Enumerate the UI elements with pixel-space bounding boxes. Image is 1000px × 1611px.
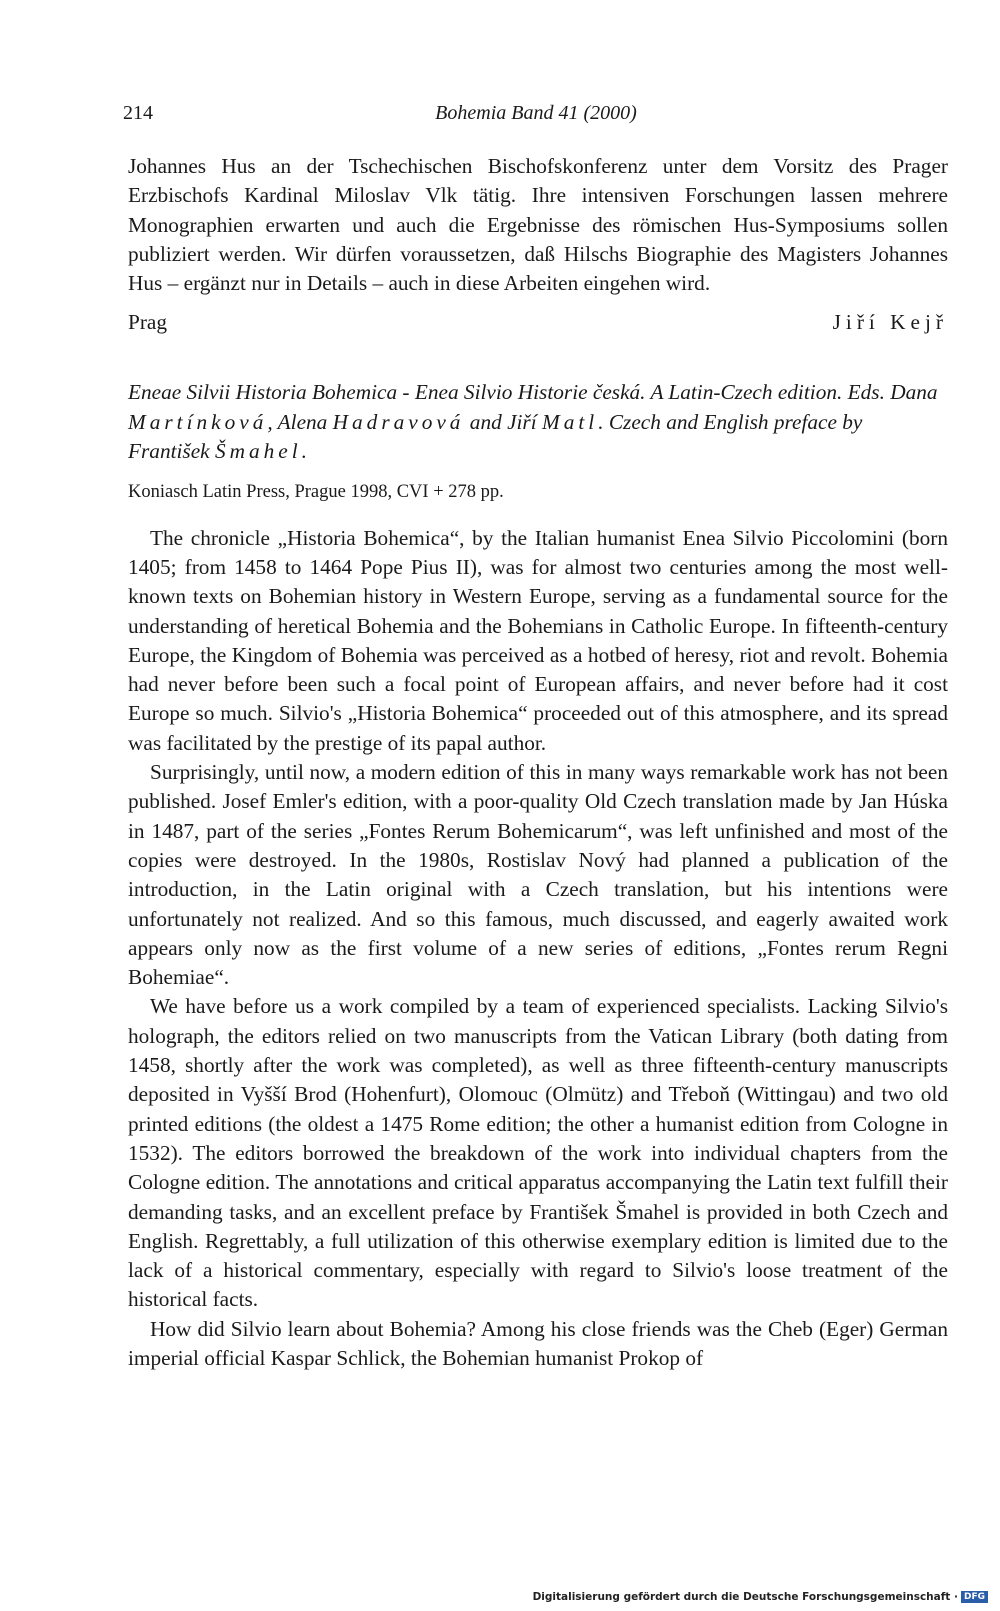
title-separator: and Jiří (464, 409, 542, 434)
review-paragraph: We have before us a work compiled by a team of experienced specialists. Lacking Silvio's holograph, the editors relied on two manuscripts from the Vatican Library (both dating from 1458, shortly after the work was completed), as well as three fifteenth-century manuscripts deposited in Vyšší Brod (Hohenfurt), Olomouc (Olmütz) and Třeboň (Wittingau) and two old printed editions (the oldest a 1475 Rome edition; the other a humanist edition from Cologne in 1532). The editors borrowed the breakdown of the work into individual chapters from the Cologne edition. The annotations and critical apparatus accompanying the Latin text fulfill their demanding tasks, and an excellent preface by František Šmahel is provided in both Czech and English. Regrettably, a full utilization of this otherwise exemplary edition is limited due to the lack of a historical commentary, especially with regard to Silvio's loose treatment of the historical facts. (128, 994, 948, 1312)
title-separator: , Alena (267, 409, 333, 434)
review-place: Prag (128, 310, 168, 335)
editor-name: Martínková (128, 409, 268, 434)
title-part: Eneae Silvii Historia Bohemica - Enea Silvio Historie česká. A Latin-Czech edition. Eds. Dana (128, 380, 938, 405)
review-signature (128, 308, 948, 338)
previous-review-ending: Johannes Hus an der Tschechischen Bischofskonferenz unter dem Vorsitz des Prager Erzbischofs Kardinal Miloslav Vlk tätig. Ihre intensiven Forschungen lassen mehrere Monographien erwarten und auch die Ergebnisse des römischen Hus-Symposiums sollen publiziert werden. Wir dürfen voraussetzen, daß Hilschs Biographie des Magisters Johannes Hus – ergänzt nur in Details – auch in diese Arbeiten eingehen wird. (128, 154, 948, 296)
title-end: . (301, 439, 307, 464)
page-number: 214 (123, 102, 153, 124)
dfg-logo-icon: DFG (961, 1591, 988, 1603)
footer-text: Digitalisierung gefördert durch die Deutsche Forschungsgemeinschaft · (532, 1591, 958, 1603)
running-title: Bohemia Band 41 (2000) (435, 102, 637, 124)
editor-name: Hadravová (332, 409, 465, 434)
review-author: Jiří Kejř (832, 310, 948, 335)
review-paragraph: The chronicle „Historia Bohemica“, by the Italian humanist Enea Silvio Piccolomini (born 1405; from 1458 to 1464 Pope Pius II), was for almost two centuries among the most well-known texts on Bohemian history in Western Europe, serving as a fundamental source for the understanding of heretical Bohemia and the Bohemians in Catholic Europe. In fifteenth-century Europe, the Kingdom of Bohemia was perceived as a hotbed of heresy, riot and revolt. Bohemia had never before been such a focal point of European affairs, and never before had it cost Europe so much. Silvio's „Historia Bohemica“ proceeded out of this atmosphere, and its spread was facilitated by the prestige of its papal author. (128, 525, 948, 755)
review-paragraph: How did Silvio learn about Bohemia? Among his close friends was the Cheb (Eger) German imperial official Kaspar Schlick, the Bohemian humanist Prokop of (128, 1316, 948, 1370)
editor-name: Matl (541, 409, 599, 434)
title-part: . Czech and English preface by František (128, 409, 863, 464)
digitization-footer (533, 1591, 988, 1603)
review-paragraph: Surprisingly, until now, a modern edition of this in many ways remarkable work has not been published. Josef Emler's edition, with a poor-quality Old Czech translation made by Jan Húska in 1487, part of the series „Fontes Rerum Bohemicarum“, was left unfinished and most of the copies were destroyed. In the 1980s, Rostislav Nový had planned a publication of the introduction, in the Latin original with a Czech translation, but his intentions were unfortunately not realized. And so this famous, much discussed, and eagerly awaited work appears only now as the first volume of a new series of editions, „Fontes rerum Regni Bohemiae“. (128, 760, 948, 990)
book-title (128, 378, 948, 466)
preface-author: Šmahel (214, 439, 302, 464)
publication-info: Koniasch Latin Press, Prague 1998, CVI + 278 pp. (128, 482, 504, 503)
page-body (128, 152, 948, 1373)
page-header (123, 102, 949, 132)
